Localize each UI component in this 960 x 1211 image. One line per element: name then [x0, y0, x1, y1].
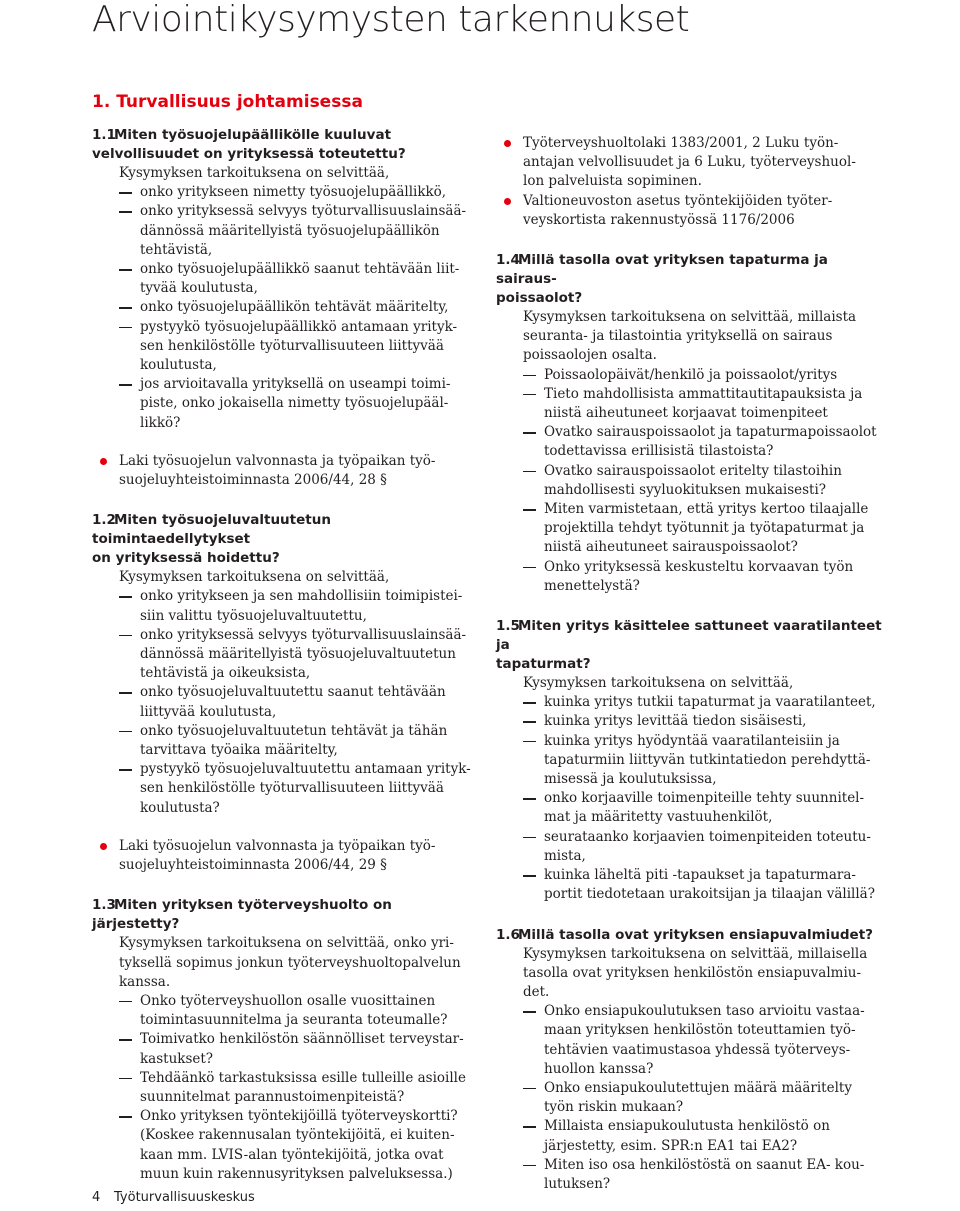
question-list	[92, 183, 472, 433]
publisher-name: Työturvallisuuskeskus	[114, 1190, 255, 1205]
list-item: onko työsuojeluvaltuutettu saanut tehtävään liittyvää koulutusta,	[140, 684, 446, 720]
section-intro: Kysymyksen tarkoituksena on selvittää, millaisella tasolla ovat yrityksen henkilöstön ensiapuvalmiu- det.	[523, 945, 868, 1000]
section-title: Millä tasolla ovat yrityksen tapaturma ja sairaus- poissaolot?	[496, 252, 828, 307]
section-number: 1.3	[92, 897, 116, 914]
section-number: 1.4	[496, 252, 520, 269]
list-item: Millaista ensiapukoulutusta henkilöstö on järjestetty, esim. SPR:n EA1 tai EA2?	[544, 1118, 830, 1154]
right-column	[496, 134, 882, 1194]
list-item: Tieto mahdollisista ammattitautitapauksista ja niistä aiheutuneet korjaavat toimenpiteet	[544, 385, 863, 422]
section-heading-1-6	[496, 926, 882, 945]
section-heading-1-2	[92, 511, 472, 568]
section-title: Miten työsuojelupäällikölle kuuluvat velvollisuudet on yrityksessä toteutettu?	[92, 127, 406, 162]
list-item: Onko työterveyshuollon osalle vuosittainen toimintasuunnitelma ja seuranta toteumalle?	[140, 992, 448, 1029]
section-heading-1-3	[92, 896, 472, 934]
bullet-icon	[100, 843, 107, 850]
list-item: onko yritykseen nimetty työsuojelupäällikkö,	[140, 184, 447, 201]
list-item: pystyykö työsuojeluvaltuutettu antamaan yrityk- sen henkilöstölle työturvallisuuteen liittyvää koulutusta?	[140, 761, 471, 816]
list-item: onko yrityksessä selvyys työturvallisuuslainsää- dännössä määritellyistä työsuojeluvaltuutetun tehtävistä ja oikeuksista,	[140, 626, 467, 682]
section-number: 1.1	[92, 127, 116, 143]
section-intro: Kysymyksen tarkoituksena on selvittää,	[119, 569, 390, 586]
list-item: Onko yrityksen työntekijöillä työterveyskortti? (Koskee rakennusalan työntekijöitä, ei kuiten- kaan mm. LVIS-alan työntekijöitä, jotka ovat muun kuin rakennusyrityksen palveluksessa.)	[140, 1108, 458, 1182]
list-item: kuinka yritys tutkii tapaturmat ja vaaratilanteet,	[544, 694, 876, 711]
question-list	[92, 587, 472, 817]
list-item: onko työsuojelupäällikön tehtävät määritelty,	[140, 299, 449, 316]
section-number: 1.5	[496, 618, 520, 635]
section-intro: Kysymyksen tarkoituksena on selvittää,	[523, 675, 794, 692]
section-number: 1.6	[496, 926, 520, 943]
bullet-icon	[100, 458, 107, 465]
list-item: Ovatko sairauspoissaolot ja tapaturmapoissaolot todettavissa erillisistä tilastoista?	[544, 424, 877, 460]
list-item: kuinka yritys hyödyntää vaaratilanteisiin ja tapaturmiin liittyvän tutkintatiedon perehdyttä- misessä ja koulutuksissa,	[544, 732, 871, 788]
list-item: jos arvioitavalla yrityksellä on useampi toimi- piste, onko jokaisella nimetty työsuojelupääl- likkö?	[140, 376, 451, 431]
section-title: Millä tasolla ovat yrityksen ensiapuvalmiudet?	[518, 926, 873, 943]
chapter-heading: 1. Turvallisuus johtamisessa	[92, 92, 363, 112]
left-column	[92, 126, 472, 1184]
list-item: Onko yrityksessä keskusteltu korvaavan työn menettelystä?	[544, 558, 854, 594]
question-list	[496, 1002, 882, 1194]
page-title: Arviointikysymysten tarkennukset	[92, 0, 690, 40]
question-list	[92, 992, 472, 1184]
list-item: pystyykö työsuojelupäällikkö antamaan yrityk- sen henkilöstölle työturvallisuuteen liittyvää koulutusta,	[140, 318, 458, 374]
list-item: Poissaolopäivät/henkilö ja poissaolot/yritys	[544, 366, 838, 383]
list-item: Toimivatko henkilöstön säännölliset terveystar- kastukset?	[140, 1031, 464, 1067]
list-item: onko työsuojeluvaltuutetun tehtävät ja tähän tarvittava työaika määritelty,	[140, 722, 448, 759]
question-list	[496, 366, 882, 596]
list-item: onko yrityksessä selvyys työturvallisuuslainsää- dännössä määritellyistä työsuojelupäällikön tehtävistä,	[140, 203, 467, 258]
reference-item: Valtioneuvoston asetus työntekijöiden työter- veyskortista rakennustyössä 1176/2006	[496, 192, 882, 230]
page-footer	[92, 1190, 255, 1206]
list-item: kuinka läheltä piti -tapaukset ja tapaturmara- portit tiedotetaan urakoitsijan ja tilaajan välillä?	[544, 867, 875, 903]
list-item: onko työsuojelupäällikkö saanut tehtävään liit- tyvää koulutusta,	[140, 261, 460, 297]
section-heading-1-5	[496, 617, 882, 674]
list-item: Tehdäänkö tarkastuksissa esille tulleille asioille suunnitelmat parannustoimenpiteistä?	[140, 1069, 466, 1105]
list-item: kuinka yritys levittää tiedon sisäisesti,	[544, 713, 807, 730]
section-title: Miten yrityksen työterveyshuolto on järjestetty?	[92, 897, 392, 933]
list-item: onko korjaaville toimenpiteille tehty suunnitel- mat ja määritetty vastuuhenkilöt,	[544, 790, 865, 826]
reference-item: Laki työsuojelun valvonnasta ja työpaikan työ- suojeluyhteistoiminnasta 2006/44, 29 §	[92, 837, 472, 875]
section-heading-1-1	[92, 126, 472, 164]
section-number: 1.2	[92, 512, 116, 529]
section-title: Miten yritys käsittelee sattuneet vaaratilanteet ja tapaturmat?	[496, 618, 882, 673]
reference-item: Työterveyshuoltolaki 1383/2001, 2 Luku työn- antajan velvollisuudet ja 6 Luku, työterveyshuol- lon palveluista sopiminen.	[496, 134, 882, 192]
list-item: Miten iso osa henkilöstöstä on saanut EA- kou- lutuksen?	[544, 1156, 865, 1192]
list-item: Onko ensiapukoulutettujen määrä määritelty työn riskin mukaan?	[544, 1079, 852, 1116]
list-item: Onko ensiapukoulutuksen taso arvioitu vastaa- maan yrityksen henkilöstön toteuttamien työ- tehtävien vaatimustasoa yhdessä työterveys- huollon kanssa?	[544, 1003, 865, 1077]
section-intro: Kysymyksen tarkoituksena on selvittää, millaista seuranta- ja tilastointia yrityksellä on sairaus poissaolojen osalta.	[523, 309, 857, 364]
section-title: Miten työsuojeluvaltuutetun toimintaedellytykset on yrityksessä hoidettu?	[92, 512, 331, 567]
reference-item: Laki työsuojelun valvonnasta ja työpaikan työ- suojeluyhteistoiminnasta 2006/44, 28 §	[92, 452, 472, 490]
page-number: 4	[92, 1190, 101, 1205]
question-list	[496, 693, 882, 904]
list-item: onko yritykseen ja sen mahdollisiin toimipistei- siin valittu työsuojeluvaltuutettu,	[140, 588, 463, 624]
list-item: Ovatko sairauspoissaolot eritelty tilastoihin mahdollisesti syyluokituksen mukaisesti?	[544, 462, 842, 498]
bullet-icon	[504, 198, 511, 205]
section-intro: Kysymyksen tarkoituksena on selvittää,	[119, 165, 390, 181]
list-item: seurataanko korjaavien toimenpiteiden toteutu- mista,	[544, 828, 871, 864]
section-heading-1-4	[496, 251, 882, 308]
section-intro: Kysymyksen tarkoituksena on selvittää, onko yri- tyksellä sopimus jonkun työterveyshuoltopalvelun kanssa.	[119, 935, 461, 990]
bullet-icon	[504, 140, 511, 147]
list-item: Miten varmistetaan, että yritys kertoo tilaajalle projektilla tehdyt työtunnit ja työtapaturmat ja niistä aiheutuneet sairauspoissaolot?	[544, 501, 869, 556]
